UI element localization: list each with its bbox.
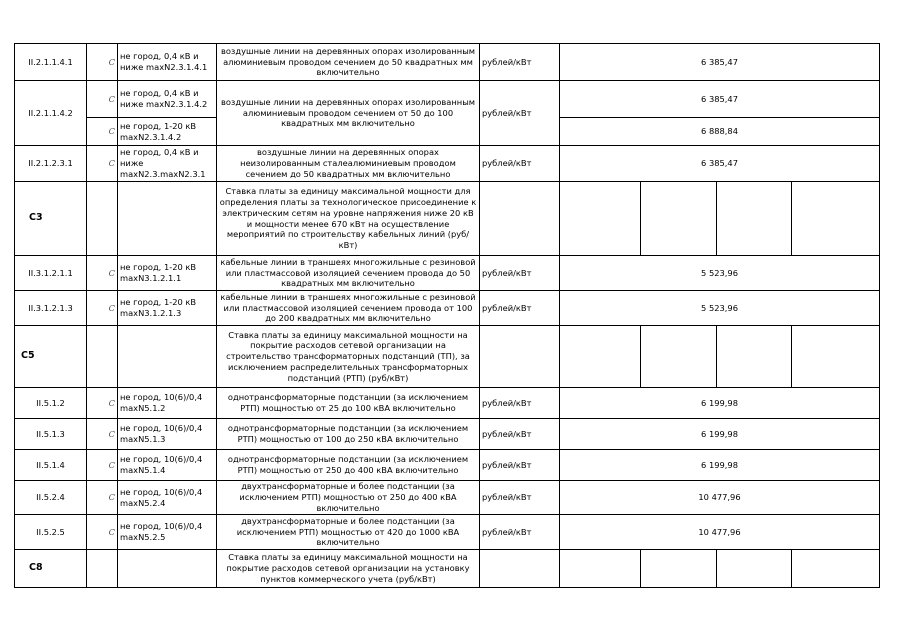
table-row [15,515,880,550]
rate-value: 10 477,96 [560,481,880,515]
empty-cell [87,550,118,588]
group-header-row [15,182,880,256]
description-cell: воздушные линии на деревянных опорах неизолированным сталеалюминиевым проводом сечением до 50 квадратных мм включительно [217,146,480,182]
territory-cell: не город, 0,4 кВ и ниже maxN2.3.1.4.1 [118,44,217,81]
group-code: C5 [15,326,87,388]
row-code: II.3.1.2.1.1 [15,256,87,291]
empty-cell [480,326,560,388]
description-cell: однотрансформаторные подстанции (за исключением РТП) мощностью от 25 до 100 кВА включительно [217,388,480,419]
row-code: II.2.1.2.3.1 [15,146,87,182]
tariff-table [14,43,880,588]
description-cell: двухтрансформаторные и более подстанции (за исключением РТП) мощностью от 250 до 400 кВА включительно [217,481,480,515]
row-code: II.5.2.5 [15,515,87,550]
territory-flag: C [87,388,118,419]
rate-value: 6 385,47 [560,146,880,182]
unit-cell: рублей/кВт [480,81,560,146]
territory-flag: C [87,118,118,146]
description-cell: однотрансформаторные подстанции (за исключением РТП) мощностью от 100 до 250 кВА включительно [217,419,480,450]
row-code: II.5.1.4 [15,450,87,481]
group-description: Ставка платы за единицу максимальной мощности на покрытие расходов сетевой организации на установку пунктов коммерческого учета (руб/кВт) [217,550,480,588]
territory-cell: не город, 10(6)/0,4 maxN5.1.2 [118,388,217,419]
description-cell: воздушные линии на деревянных опорах изолированным алюминиевым проводом сечением от 50 до 100 квадратных мм включительно [217,81,480,146]
row-code: II.5.1.3 [15,419,87,450]
unit-cell: рублей/кВт [480,44,560,81]
table-row [15,44,880,81]
rate-value: 6 199,98 [560,419,880,450]
group-description: Ставка платы за единицу максимальной мощности для определения платы за технологическое присоединение к электрическим сетям на уровне напряжения ниже 20 кВ и мощности менее 670 кВт на осуществление мероприятий по строительству кабельных линий (руб/кВт) [217,182,480,256]
rate-value: 10 477,96 [560,515,880,550]
row-code: II.2.1.1.4.2 [15,81,87,146]
empty-cell [641,182,717,256]
group-description: Ставка платы за единицу максимальной мощности на покрытие расходов сетевой организации на строительство трансформаторных подстанций (ТП), за исключением распределительных транcформаторных подстанций (РТП) (руб/кВт) [217,326,480,388]
unit-cell: рублей/кВт [480,515,560,550]
description-cell: кабельные линии в траншеях многожильные с резиновой или пластмассовой изоляцией сечением провода до 50 квадратных мм включительно [217,256,480,291]
row-code: II.3.1.2.1.3 [15,291,87,326]
empty-cell [560,550,641,588]
table-row [15,256,880,291]
table-row [15,450,880,481]
row-code: II.5.2.4 [15,481,87,515]
territory-cell: не город, 1-20 кВ maxN2.3.1.4.2 [118,118,217,146]
description-cell: кабельные линии в траншеях многожильные с резиновой или пластмассовой изоляцией сечением провода от 100 до 200 квадратных мм включительно [217,291,480,326]
empty-cell [118,326,217,388]
territory-flag: C [87,419,118,450]
empty-cell [792,182,880,256]
group-code: C3 [15,182,87,256]
empty-cell [717,182,792,256]
territory-cell: не город, 10(6)/0,4 maxN5.2.5 [118,515,217,550]
territory-cell: не город, 0,4 кВ и ниже maxN2.3.1.4.2 [118,81,217,118]
territory-flag: C [87,481,118,515]
territory-cell: не город, 1-20 кВ maxN3.1.2.1.1 [118,256,217,291]
empty-cell [118,182,217,256]
empty-cell [560,326,641,388]
rate-value: 6 385,47 [560,44,880,81]
unit-cell: рублей/кВт [480,419,560,450]
row-code: II.2.1.1.4.1 [15,44,87,81]
territory-flag: C [87,146,118,182]
unit-cell: рублей/кВт [480,450,560,481]
table-row [15,291,880,326]
empty-cell [480,182,560,256]
territory-cell: не город, 0,4 кВ и ниже maxN2.3.maxN2.3.1 [118,146,217,182]
empty-cell [717,550,792,588]
territory-flag: C [87,44,118,81]
territory-flag: C [87,515,118,550]
territory-flag: C [87,256,118,291]
unit-cell: рублей/кВт [480,388,560,419]
empty-cell [118,550,217,588]
table-row [15,146,880,182]
group-code: C8 [15,550,87,588]
rate-value: 5 523,96 [560,291,880,326]
empty-cell [87,182,118,256]
unit-cell: рублей/кВт [480,146,560,182]
territory-cell: не город, 10(6)/0,4 maxN5.2.4 [118,481,217,515]
description-cell: воздушные линии на деревянных опорах изолированным алюминиевым проводом сечением до 50 квадратных мм включительно [217,44,480,81]
table-row [15,481,880,515]
territory-cell: не город, 10(6)/0,4 maxN5.1.4 [118,450,217,481]
empty-cell [641,550,717,588]
rate-value: 6 199,98 [560,388,880,419]
unit-cell: рублей/кВт [480,291,560,326]
unit-cell: рублей/кВт [480,481,560,515]
empty-cell [480,550,560,588]
description-cell: двухтрансформаторные и более подстанции (за исключением РТП) мощностью от 420 до 1000 кВА включительно [217,515,480,550]
row-code: II.5.1.2 [15,388,87,419]
empty-cell [87,326,118,388]
group-header-row [15,550,880,588]
description-cell: однотрансформаторные подстанции (за исключением РТП) мощностью от 250 до 400 кВА включительно [217,450,480,481]
territory-cell: не город, 10(6)/0,4 maxN5.1.3 [118,419,217,450]
table-row [15,388,880,419]
territory-flag: C [87,291,118,326]
empty-cell [717,326,792,388]
rate-value: 5 523,96 [560,256,880,291]
empty-cell [792,550,880,588]
rate-value: 6 199,98 [560,450,880,481]
empty-cell [641,326,717,388]
table-row [15,81,880,118]
territory-cell: не город, 1-20 кВ maxN3.1.2.1.3 [118,291,217,326]
rate-value: 6 385,47 [560,81,880,118]
empty-cell [792,326,880,388]
rate-value: 6 888,84 [560,118,880,146]
territory-flag: C [87,81,118,118]
territory-flag: C [87,450,118,481]
group-header-row [15,326,880,388]
empty-cell [560,182,641,256]
table-row [15,419,880,450]
unit-cell: рублей/кВт [480,256,560,291]
